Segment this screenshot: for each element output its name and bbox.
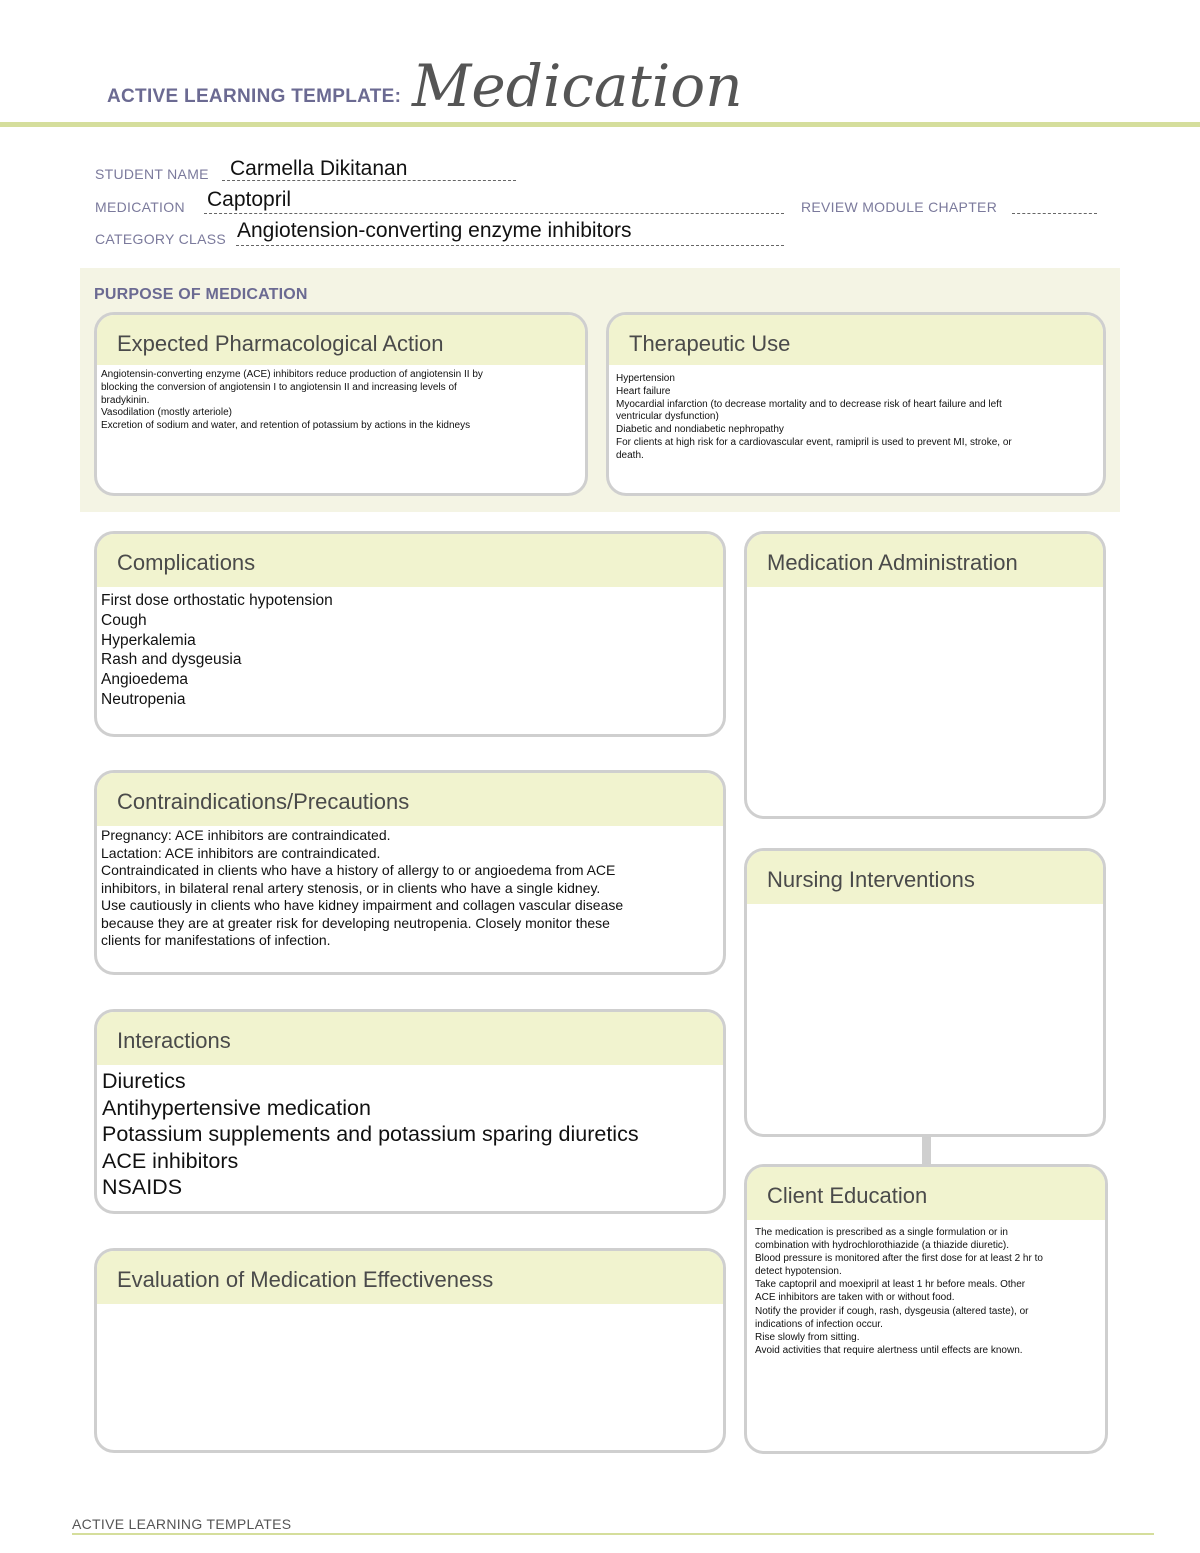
student-name-label: STUDENT NAME: [95, 166, 209, 182]
footer-divider: [72, 1533, 1154, 1535]
footer-text: ACTIVE LEARNING TEMPLATES: [72, 1516, 292, 1532]
text-line: Potassium supplements and potassium sparing diuretics: [102, 1122, 639, 1146]
student-name-field[interactable]: Carmella Dikitanan: [230, 157, 408, 180]
text-line: Vasodilation (mostly arteriole): [101, 407, 232, 419]
medication-label: MEDICATION: [95, 199, 185, 215]
category-class-line: [236, 245, 784, 246]
box-connector: [922, 1136, 931, 1164]
text-line: ACE inhibitors are taken with or without food.: [755, 1292, 955, 1304]
text-line: blocking the conversion of angiotensin I to angiotensin II and increasing levels of: [101, 381, 457, 393]
client-education-content[interactable]: [747, 1220, 1105, 1357]
text-line: Antihypertensive medication: [102, 1095, 371, 1120]
contraindications-content[interactable]: [97, 826, 723, 950]
text-line: For clients at high risk for a cardiovascular event, ramipril is used to prevent MI, stroke, or: [616, 436, 1012, 448]
text-line: Contraindicated in clients who have a history of allergy to or angioedema from ACE: [101, 862, 616, 878]
interactions-title: Interactions: [97, 1012, 723, 1065]
header-divider: [0, 122, 1200, 127]
text-line: Hyperkalemia: [101, 631, 196, 649]
text-line: detect hypotension.: [755, 1266, 842, 1278]
text-line: Lactation: ACE inhibitors are contraindicated.: [101, 844, 381, 861]
administration-title: Medication Administration: [747, 534, 1103, 587]
text-line: Rash and dysgeusia: [101, 651, 242, 669]
administration-box: [744, 531, 1106, 819]
text-line: inhibitors, in bilateral renal artery stenosis, or in clients who have a single kidney.: [101, 879, 601, 896]
text-line: Angiotensin-converting enzyme (ACE) inhibitors reduce production of angiotensin II by: [101, 369, 483, 380]
nursing-interventions-title: Nursing Interventions: [747, 851, 1103, 904]
interactions-box: [94, 1009, 726, 1214]
evaluation-title: Evaluation of Medication Effectiveness: [97, 1251, 723, 1304]
text-line: Cough: [101, 611, 147, 629]
text-line: Use cautiously in clients who have kidney impairment and collagen vascular disease: [101, 897, 624, 913]
contraindications-title: Contraindications/Precautions: [97, 773, 723, 826]
review-module-label: REVIEW MODULE CHAPTER: [801, 199, 998, 215]
expected-action-content[interactable]: [97, 365, 585, 433]
text-line: death.: [616, 449, 644, 461]
text-line: NSAIDS: [102, 1175, 183, 1199]
text-line: Hypertension: [616, 373, 675, 384]
evaluation-content[interactable]: [97, 1304, 723, 1308]
review-module-line: [1012, 213, 1097, 214]
expected-action-box: [94, 312, 588, 496]
therapeutic-use-box: [606, 312, 1106, 496]
text-line: Avoid activities that require alertness until effects are known.: [755, 1344, 1023, 1356]
text-line: ACE inhibitors: [102, 1148, 239, 1173]
text-line: The medication is prescribed as a single formulation or in: [755, 1227, 1008, 1238]
complications-box: [94, 531, 726, 737]
medication-field[interactable]: Captopril: [207, 188, 292, 211]
text-line: combination with hydrochlorothiazide (a thiazide diuretic).: [755, 1240, 1010, 1252]
complications-title: Complications: [97, 534, 723, 587]
text-line: Neutropenia: [101, 690, 186, 708]
text-line: Heart failure: [616, 385, 671, 397]
text-line: Excretion of sodium and water, and retention of potassium by actions in the kidneys: [101, 420, 471, 432]
text-line: Notify the provider if cough, rash, dysgeusia (altered taste), or: [755, 1305, 1029, 1317]
medication-line: [204, 213, 784, 214]
nursing-interventions-content[interactable]: [747, 904, 1103, 908]
text-line: indications of infection occur.: [755, 1318, 883, 1330]
therapeutic-use-content[interactable]: [609, 365, 1103, 463]
nursing-interventions-box: [744, 848, 1106, 1137]
administration-content[interactable]: [747, 587, 1103, 591]
text-line: Blood pressure is monitored after the first dose for at least 2 hr to: [755, 1253, 1043, 1265]
client-education-box: [744, 1164, 1108, 1454]
template-title: Medication: [412, 52, 743, 120]
text-line: Diabetic and nondiabetic nephropathy: [616, 424, 784, 436]
text-line: Take captopril and moexipril at least 1 hr before meals. Other: [755, 1279, 1026, 1291]
text-line: ventricular dysfunction): [616, 411, 719, 423]
text-line: Angioedema: [101, 671, 189, 689]
category-class-label: CATEGORY CLASS: [95, 231, 227, 247]
text-line: Diuretics: [102, 1069, 186, 1093]
interactions-content[interactable]: [97, 1065, 723, 1201]
text-line: bradykinin.: [101, 394, 150, 406]
expected-action-title: Expected Pharmacological Action: [97, 315, 585, 365]
therapeutic-use-title: Therapeutic Use: [609, 315, 1103, 365]
client-education-title: Client Education: [747, 1167, 1105, 1220]
purpose-title: PURPOSE OF MEDICATION: [94, 286, 308, 303]
text-line: clients for manifestations of infection.: [101, 932, 331, 948]
text-line: because they are at greater risk for developing neutropenia. Closely monitor these: [101, 914, 610, 931]
evaluation-box: [94, 1248, 726, 1453]
category-class-field[interactable]: Angiotension-converting enzyme inhibitors: [237, 219, 632, 242]
text-line: Pregnancy: ACE inhibitors are contraindicated.: [101, 827, 391, 843]
text-line: Rise slowly from sitting.: [755, 1331, 860, 1343]
contraindications-box: [94, 770, 726, 975]
complications-content[interactable]: [97, 587, 723, 710]
template-subtitle: ACTIVE LEARNING TEMPLATE:: [107, 86, 402, 107]
text-line: First dose orthostatic hypotension: [101, 592, 333, 609]
text-line: Myocardial infarction (to decrease mortality and to decrease risk of heart failure and left: [616, 398, 1002, 410]
